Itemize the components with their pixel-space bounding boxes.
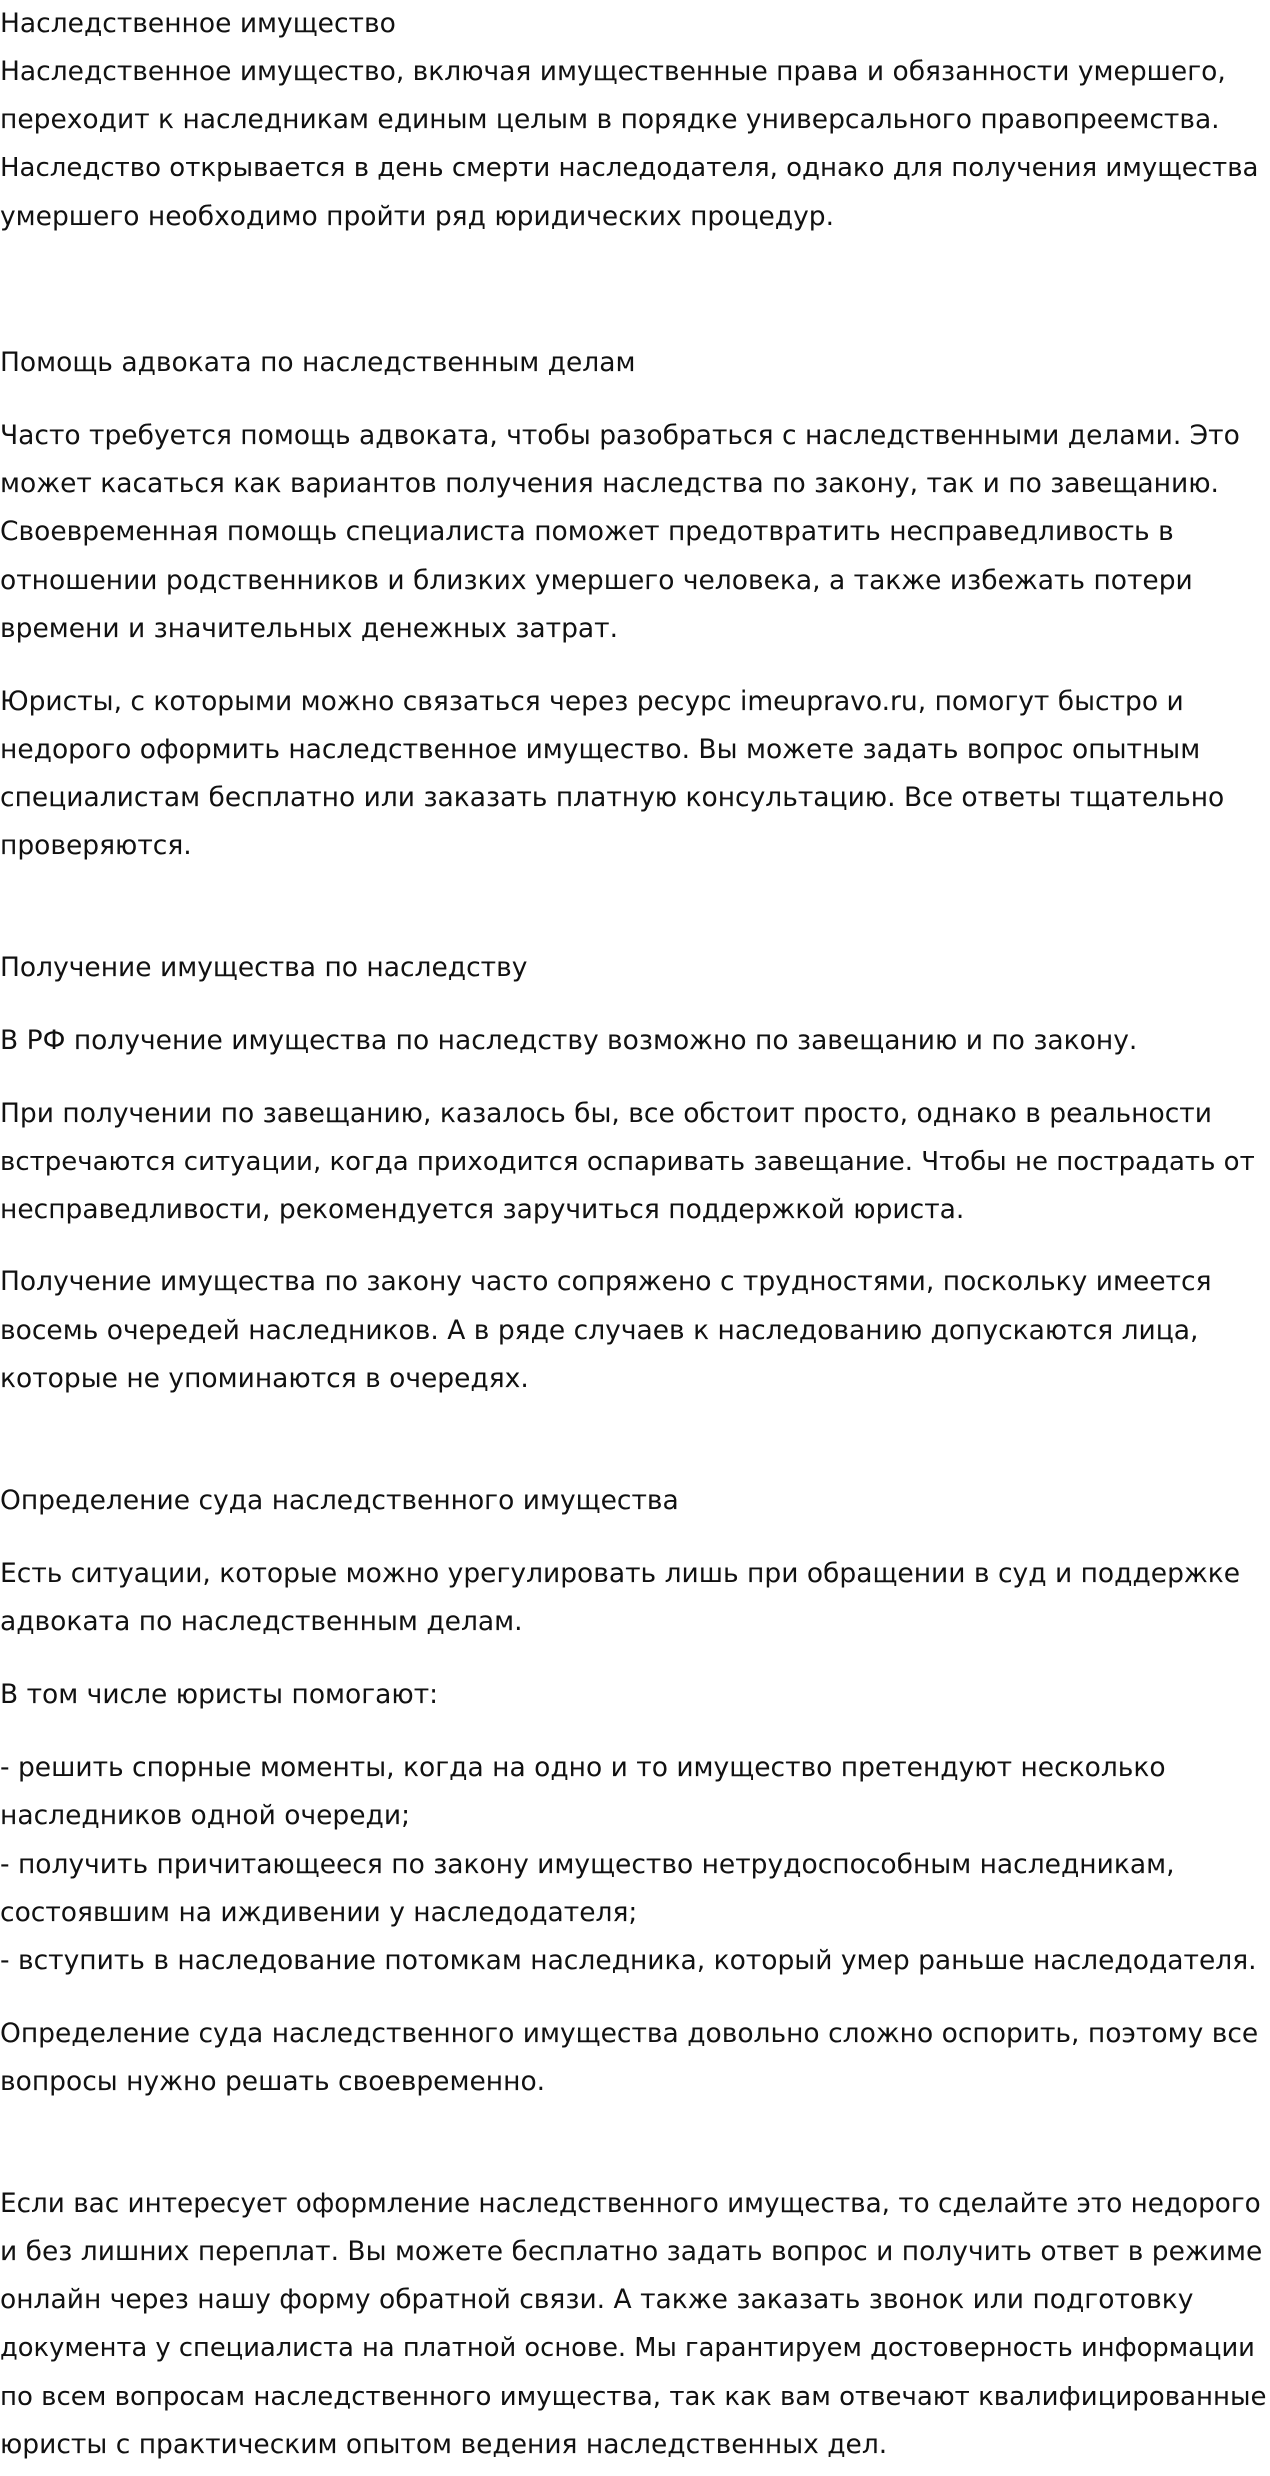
text-line: проверяются. [0,830,192,861]
list-item: - получить причитающееся по закону имущество нетрудоспособным наследникам, [0,1849,1175,1880]
article-title: Наследственное имущество [0,8,396,39]
text-line: Часто требуется помощь адвоката, чтобы разобраться с наследственными делами. Это [0,420,1240,451]
text-line: адвоката по наследственным делам. [0,1606,523,1637]
text-line: Получение имущества по закону часто сопряжено с трудностями, поскольку имеется [0,1266,1212,1297]
text-line: Своевременная помощь специалиста поможет предотвратить несправедливость в [0,516,1174,547]
text-line: В РФ получение имущества по наследству возможно по завещанию и по закону. [0,1025,1138,1056]
text-line: несправедливости, рекомендуется заручиться поддержкой юриста. [0,1194,965,1225]
text-line: документа у специалиста на платной основе. Мы гарантируем достоверность информации [0,2333,1255,2363]
text-line: Определение суда наследственного имущества довольно сложно оспорить, поэтому все [0,2018,1259,2049]
text-line: Наследственное имущество, включая имущественные права и обязанности умершего, [0,56,1226,87]
text-line: умершего необходимо пройти ряд юридических процедур. [0,201,835,232]
text-line: недорого оформить наследственное имущество. Вы можете задать вопрос опытным [0,734,1201,765]
text-line: специалистам бесплатно или заказать платную консультацию. Все ответы тщательно [0,782,1225,813]
text-line: и без лишних переплат. Вы можете бесплатно задать вопрос и получить ответ в режиме [0,2236,1263,2267]
text-line: вопросы нужно решать своевременно. [0,2066,546,2097]
text-line: Есть ситуации, которые можно урегулировать лишь при обращении в суд и поддержке [0,1558,1241,1589]
text-line: переходит к наследникам единым целым в порядке универсального правопреемства. [0,104,1220,135]
text-line: При получении по завещанию, казалось бы, все обстоит просто, однако в реальности [0,1098,1212,1129]
text-line: отношении родственников и близких умершего человека, а также избежать потери [0,565,1193,596]
section-heading: Получение имущества по наследству [0,952,528,983]
section-heading: Помощь адвоката по наследственным делам [0,347,636,378]
text-line: времени и значительных денежных затрат. [0,613,619,644]
text-line: Юристы, с которыми можно связаться через ресурс imeupravo.ru, помогут быстро и [0,686,1184,717]
section-heading: Определение суда наследственного имущества [0,1485,679,1516]
text-line: В том числе юристы помогают: [0,1679,439,1710]
text-line: онлайн через нашу форму обратной связи. А также заказать звонок или подготовку [0,2284,1194,2315]
list-item: наследников одной очереди; [0,1800,410,1831]
text-line: юристы с практическим опытом ведения наследственных дел. [0,2429,888,2460]
text-line: которые не упоминаются в очередях. [0,1363,529,1394]
list-item: - решить спорные моменты, когда на одно и то имущество претендуют несколько [0,1752,1166,1783]
text-line: Если вас интересует оформление наследственного имущества, то сделайте это недорого [0,2189,1261,2219]
text-line: по всем вопросам наследственного имущества, так как вам отвечают квалифицированные [0,2382,1267,2412]
list-item: - вступить в наследование потомкам наследника, который умер раньше наследодателя. [0,1945,1257,1976]
text-line: может касаться как вариантов получения наследства по закону, так и по завещанию. [0,468,1219,499]
text-line: Наследство открывается в день смерти наследодателя, однако для получения имущества [0,153,1259,183]
list-item: состоявшим на иждивении у наследодателя; [0,1897,638,1928]
text-line: восемь очередей наследников. А в ряде случаев к наследованию допускаются лица, [0,1315,1199,1346]
text-line: встречаются ситуации, когда приходится оспаривать завещание. Чтобы не пострадать от [0,1147,1255,1177]
